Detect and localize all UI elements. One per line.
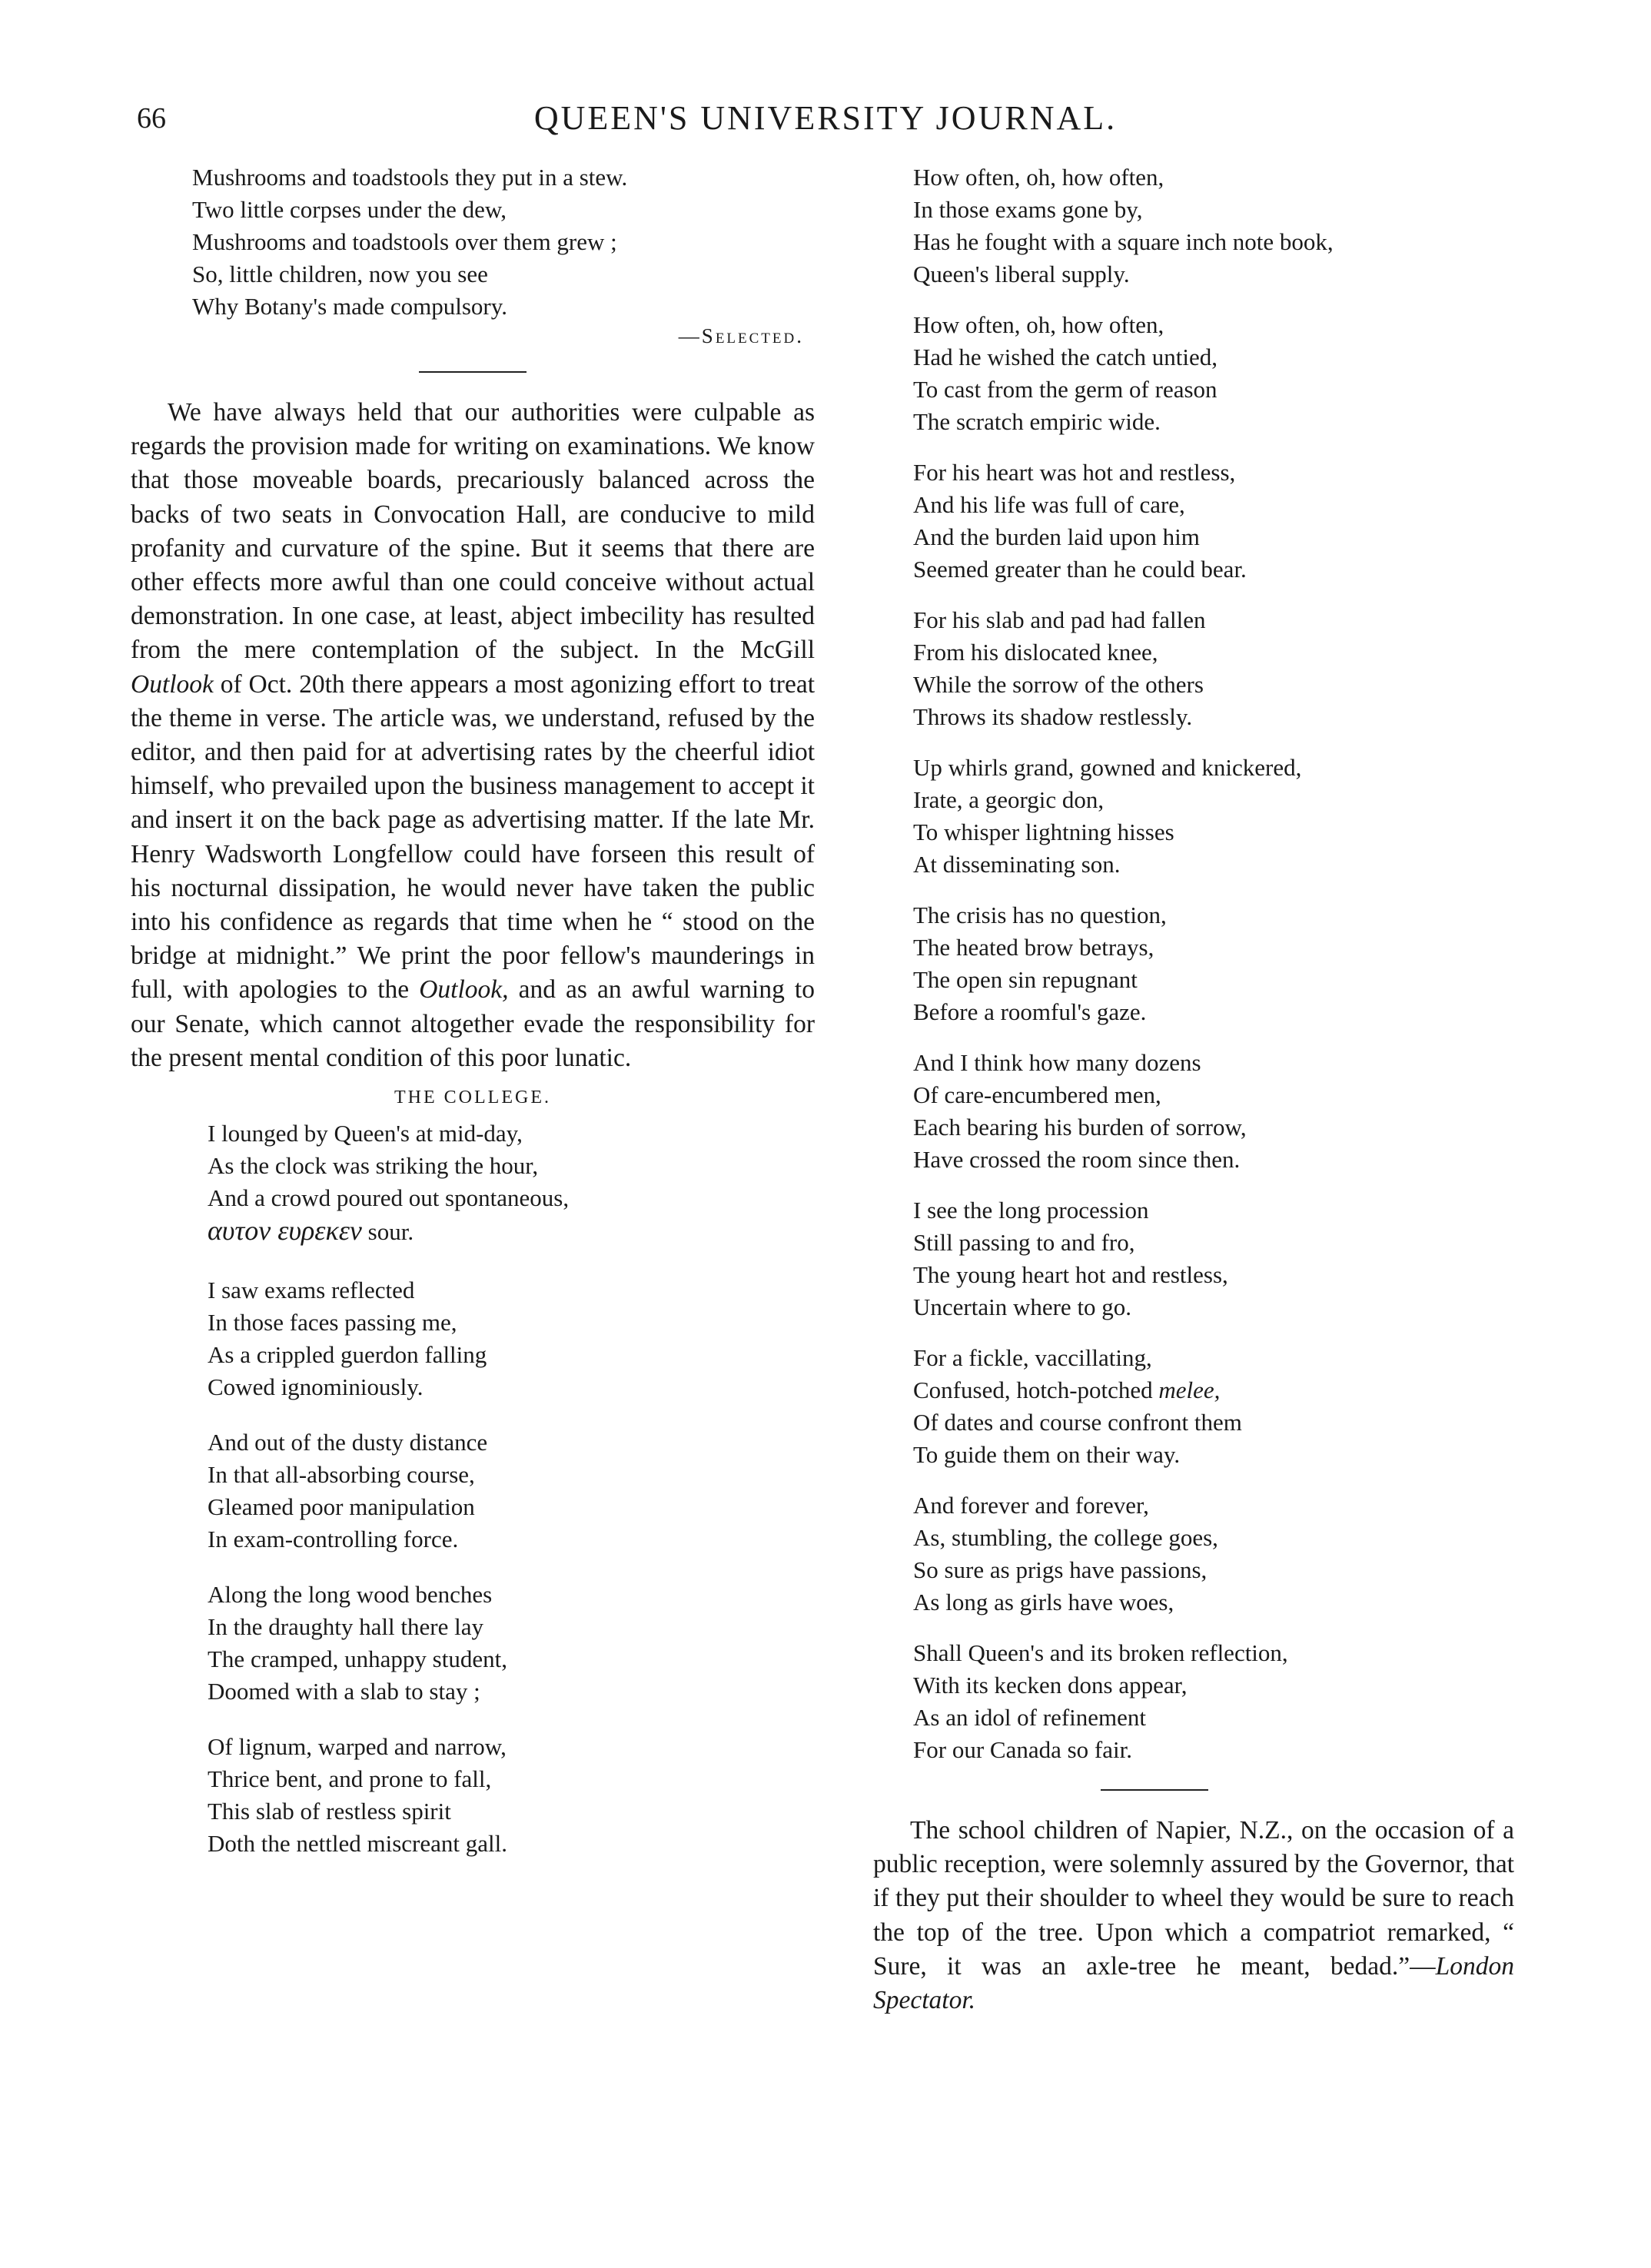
poem-line: Two little corpses under the dew, bbox=[192, 196, 507, 223]
poem-line: Of dates and course confront them bbox=[913, 1409, 1242, 1436]
poem-line bbox=[913, 1374, 1514, 1406]
stanza bbox=[208, 1274, 815, 1403]
poem-line: In that all-absorbing course, bbox=[208, 1461, 475, 1489]
opening-poem bbox=[131, 161, 815, 323]
poem-line: With its kecken dons appear, bbox=[913, 1672, 1188, 1699]
poem-line: At disseminating son. bbox=[913, 851, 1121, 878]
poem-line: Irate, a georgic don, bbox=[913, 786, 1105, 813]
poem-line: To guide them on their way. bbox=[913, 1441, 1181, 1468]
anecdote-text: The school children of Napier, N.Z., on the occasion of a public reception, were solemnly assured by the Governor, that if they put their shoulder to wheel they would be sure to reach the top of the tree. Upon which a compatriot remarked, “ Sure, it was an axle-tree he meant, bedad.”— bbox=[873, 1816, 1514, 1981]
greek-phrase: αυτον ευρεκεν bbox=[208, 1215, 362, 1247]
anecdote-paragraph bbox=[873, 1814, 1514, 2017]
poem-line: So sure as prigs have passions, bbox=[913, 1556, 1208, 1583]
stanza bbox=[913, 1047, 1514, 1176]
poem-line: And his life was full of care, bbox=[913, 491, 1185, 518]
poem-line: The scratch empiric wide. bbox=[913, 408, 1161, 435]
poem-line: Each bearing his burden of sorrow, bbox=[913, 1114, 1247, 1141]
poem-line: Shall Queen's and its broken reflection, bbox=[913, 1639, 1288, 1666]
poem-line: Queen's liberal supply. bbox=[913, 261, 1130, 287]
poem-line: While the sorrow of the others bbox=[913, 671, 1204, 698]
poem-line: For a fickle, vaccillating, bbox=[913, 1344, 1152, 1371]
poem-line: To cast from the germ of reason bbox=[913, 376, 1217, 403]
attribution: —Selected. bbox=[678, 324, 804, 347]
poem-line: And out of the dusty distance bbox=[208, 1429, 488, 1456]
poem-line: For his heart was hot and restless, bbox=[913, 459, 1236, 486]
running-head: QUEEN'S UNIVERSITY JOURNAL. bbox=[533, 99, 1118, 137]
poem-line: Of lignum, warped and narrow, bbox=[208, 1733, 507, 1761]
poem-line: The open sin repugnant bbox=[913, 966, 1138, 993]
poem-line: As long as girls have woes, bbox=[913, 1589, 1174, 1615]
poem-line: And I think how many dozens bbox=[913, 1049, 1201, 1076]
poem-line: Of care-encumbered men, bbox=[913, 1081, 1161, 1108]
poem-line: Seemed greater than he could bear. bbox=[913, 556, 1247, 583]
stanza bbox=[913, 1637, 1514, 1766]
poem-line: Why Botany's made compulsory. bbox=[192, 293, 507, 320]
poem-line: Along the long wood benches bbox=[208, 1581, 493, 1609]
poem-line: And a crowd poured out spontaneous, bbox=[208, 1184, 570, 1212]
poem-title: THE COLLEGE. bbox=[394, 1088, 551, 1108]
poem-line: How often, oh, how often, bbox=[913, 311, 1164, 338]
poem-line: Doomed with a slab to stay ; bbox=[208, 1678, 480, 1705]
stanza bbox=[208, 1579, 815, 1708]
poem-line: The crisis has no question, bbox=[913, 902, 1167, 928]
stanza bbox=[913, 309, 1514, 438]
poem-line: Have crossed the room since then. bbox=[913, 1146, 1241, 1173]
stanza bbox=[913, 1342, 1514, 1471]
poem-line: Throws its shadow restlessly. bbox=[913, 703, 1193, 730]
poem-line: The cramped, unhappy student, bbox=[208, 1645, 507, 1673]
article-paragraph bbox=[131, 396, 815, 1075]
poem-line: In exam-controlling force. bbox=[208, 1526, 459, 1553]
stanza bbox=[913, 161, 1514, 291]
article-text: and as an awful warning to our Senate, which cannot altogether evade the responsibility for the present mental condition of this poor lunatic. bbox=[131, 975, 815, 1072]
poem-line: Doth the nettled miscreant gall. bbox=[208, 1830, 507, 1858]
stanza bbox=[913, 752, 1514, 881]
poem-line: The young heart hot and restless, bbox=[913, 1261, 1228, 1288]
poem-text: Confused, hotch-potched bbox=[913, 1376, 1159, 1403]
poem-line: Had he wished the catch untied, bbox=[913, 344, 1217, 370]
article-text: We have always held that our authorities were culpable as regards the provision made for writing on examinations. We know that those moveable boards, precariously balanced across the backs of two seats in Convocation Hall, are conducive to mild profanity and curvature of the spine. But it seems that there are other effects more awful than one could conceive without actual demonstration. In one case, at least, abject imbecility has resulted from the mere contemplation of the subject. In the McGill bbox=[131, 398, 815, 665]
section-divider bbox=[1101, 1789, 1208, 1791]
poem-line: This slab of restless spirit bbox=[208, 1798, 451, 1825]
emphasis-word: melee, bbox=[1158, 1376, 1221, 1403]
college-poem-left bbox=[131, 1117, 815, 1860]
publication-name: Outlook, bbox=[419, 975, 509, 1004]
poem-line: Mushrooms and toadstools they put in a stew. bbox=[192, 164, 628, 191]
left-column bbox=[131, 161, 815, 1878]
stanza bbox=[208, 1731, 815, 1860]
poem-line: As, stumbling, the college goes, bbox=[913, 1524, 1218, 1551]
stanza bbox=[208, 1117, 815, 1248]
stanza bbox=[913, 1194, 1514, 1323]
stanza bbox=[913, 604, 1514, 733]
publication-name: Outlook bbox=[131, 669, 214, 699]
stanza bbox=[208, 1426, 815, 1556]
poem-line: To whisper lightning hisses bbox=[913, 819, 1174, 845]
poem-line: For our Canada so fair. bbox=[913, 1736, 1132, 1763]
poem-line: Mushrooms and toadstools over them grew ; bbox=[192, 228, 617, 255]
college-poem-right bbox=[899, 161, 1514, 1766]
poem-line: The heated brow betrays, bbox=[913, 934, 1154, 961]
poem-line: Gleamed poor manipulation bbox=[208, 1493, 475, 1521]
poem-line: Has he fought with a square inch note book, bbox=[913, 228, 1334, 255]
stanza bbox=[913, 457, 1514, 586]
poem-line: Up whirls grand, gowned and knickered, bbox=[913, 754, 1302, 781]
poem-line: In those exams gone by, bbox=[913, 196, 1143, 223]
poem-line: So, little children, now you see bbox=[192, 261, 488, 287]
poem-line: And the burden laid upon him bbox=[913, 523, 1200, 550]
poem-line: From his dislocated knee, bbox=[913, 639, 1158, 666]
page-number: 66 bbox=[137, 102, 166, 134]
poem-line: Before a roomful's gaze. bbox=[913, 998, 1147, 1025]
poem-text: sour. bbox=[361, 1218, 414, 1246]
poem-line: How often, oh, how often, bbox=[913, 164, 1164, 191]
poem-line: In the draughty hall there lay bbox=[208, 1613, 483, 1641]
poem-line: As the clock was striking the hour, bbox=[208, 1152, 539, 1180]
section-divider bbox=[419, 371, 527, 373]
poem-line: As a crippled guerdon falling bbox=[208, 1341, 487, 1369]
poem-line: Cowed ignominiously. bbox=[208, 1373, 424, 1401]
stanza bbox=[913, 1489, 1514, 1619]
poem-line: I see the long procession bbox=[913, 1197, 1149, 1224]
poem-line: As an idol of refinement bbox=[913, 1704, 1147, 1731]
poem-line: I saw exams reflected bbox=[208, 1277, 415, 1304]
poem-line: For his slab and pad had fallen bbox=[913, 606, 1206, 633]
poem-line: Still passing to and fro, bbox=[913, 1229, 1135, 1256]
poem-line: Thrice bent, and prone to fall, bbox=[208, 1765, 492, 1793]
right-column bbox=[873, 161, 1514, 2017]
article-text: of Oct. 20th there appears a most agonizing effort to treat the theme in verse. The article was, we understand, refused by the editor, and then paid for at advertising rates by the cheerful idiot himself, who prevailed upon the business management to accept it and insert it on the back page as advertising matter. If the late Mr. Henry Wadsworth Longfellow could have forseen this result of his nocturnal dissipation, he would never have taken the public into his confidence as regards that time when he “ stood on the bridge at midnight.” We print the poor fellow's maunderings in full, with apologies to the bbox=[131, 669, 815, 1004]
poem-line: And forever and forever, bbox=[913, 1492, 1149, 1519]
stanza bbox=[913, 899, 1514, 1028]
poem-line: Uncertain where to go. bbox=[913, 1293, 1132, 1320]
poem-line: In those faces passing me, bbox=[208, 1309, 457, 1337]
source-name: London Spectator. bbox=[873, 1951, 1514, 2015]
poem-line: I lounged by Queen's at mid-day, bbox=[208, 1120, 523, 1147]
poem-line bbox=[208, 1214, 815, 1248]
